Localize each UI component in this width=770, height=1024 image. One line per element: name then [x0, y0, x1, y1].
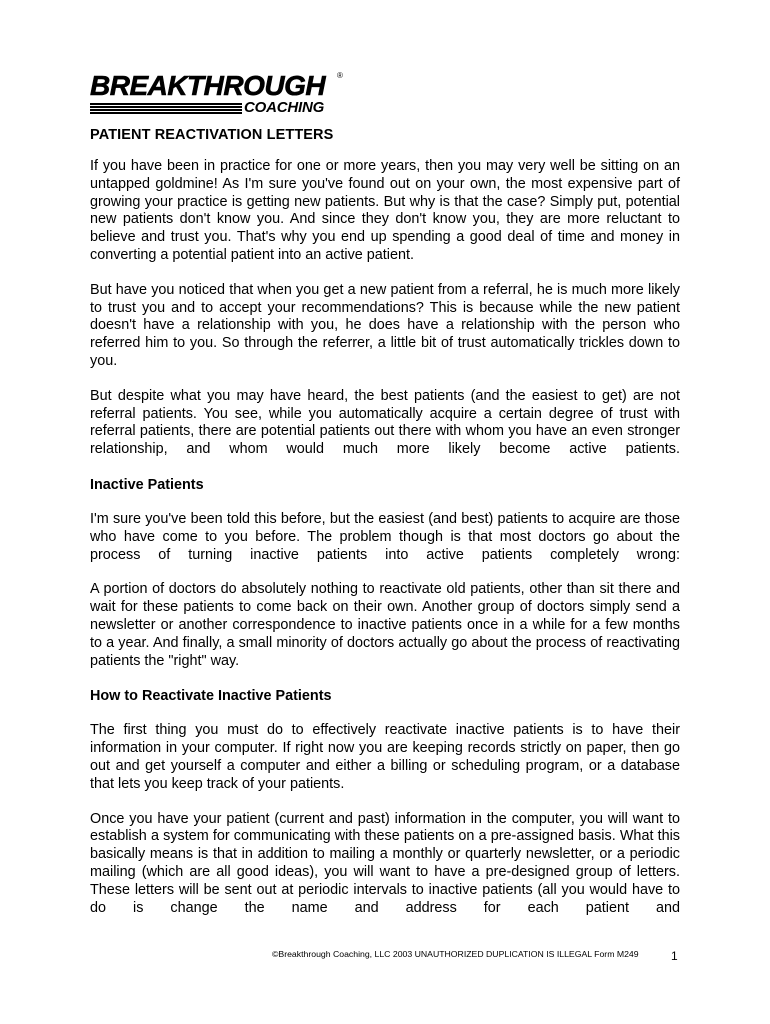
logo-sub-text: COACHING [244, 99, 325, 116]
registered-mark: ® [337, 71, 343, 80]
logo-brand-text: BREAKTHROUGH [90, 70, 326, 101]
paragraph: If you have been in practice for one or more years, then you may very well be sitting on an untapped goldmine! As I'm sure you've found out on your own, the most expensive part of growing your practice is getting new patients. But why is that the case? Simply put, potential new patients don't know you. And since they don't know you, they are more reluctant to believe and trust you. That's why you end up spending a good deal of time and money in converting a potential patient into an active patient. [90, 158, 680, 263]
paragraph: But have you noticed that when you get a new patient from a referral, he is much more likely to trust you and to accept your recommendations? This is because while the new patient doesn't have a relationship with you, he does have a relationship with the person who referred him to you. So through the referrer, a little bit of trust automatically trickles down to you. [90, 281, 680, 369]
paragraph: Once you have your patient (current and past) information in the computer, you will want to establish a system for communicating with these patients on a pre-assigned basis. What this basically means is that in addition to mailing a monthly or quarterly newsletter, or a periodic mailing (which are all good ideas), you will want to have a pre-designed group of letters. These letters will be sent out at periodic intervals to inactive patients (all you would have to do is change the name and address for each patient and [90, 810, 680, 916]
paragraph: I'm sure you've been told this before, but the easiest (and best) patients to acquire are those who have come to you before. The problem though is that most doctors go about the process of turning inactive patients into active patients completely wrong: [90, 510, 680, 563]
paragraph: But despite what you may have heard, the best patients (and the easiest to get) are not referral patients. You see, while you automatically acquire a certain degree of trust with referral patients, there are potential patients out there with whom you have an even stronger relationship, and whom would much more likely become active patients. [90, 387, 680, 458]
page-number: 1 [671, 949, 678, 963]
footer-copyright: ©Breakthrough Coaching, LLC 2003 UNAUTHORIZED DUPLICATION IS ILLEGAL Form M249 [272, 949, 639, 959]
section-heading-how-to-reactivate: How to Reactivate Inactive Patients [90, 688, 332, 705]
document-body [90, 126, 680, 934]
paragraph: A portion of doctors do absolutely nothing to reactivate old patients, other than sit there and wait for these patients to come back on their own. Another group of doctors simply send a newsletter or another correspondence to inactive patients once in a while for a few months to a year. And finally, a small minority of doctors actually go about the process of reactivating patients the "right" way. [90, 581, 680, 669]
document-title: PATIENT REACTIVATION LETTERS [90, 127, 334, 143]
paragraph: The first thing you must do to effectively reactivate inactive patients is to have their information in your computer. If right now you are keeping records strictly on paper, then go out and get yourself a computer and either a billing or scheduling program, or a database that lets you keep track of your patients. [90, 722, 680, 792]
breakthrough-coaching-logo [90, 72, 350, 120]
section-heading-inactive-patients: Inactive Patients [90, 476, 204, 493]
logo-speed-lines [90, 103, 242, 115]
